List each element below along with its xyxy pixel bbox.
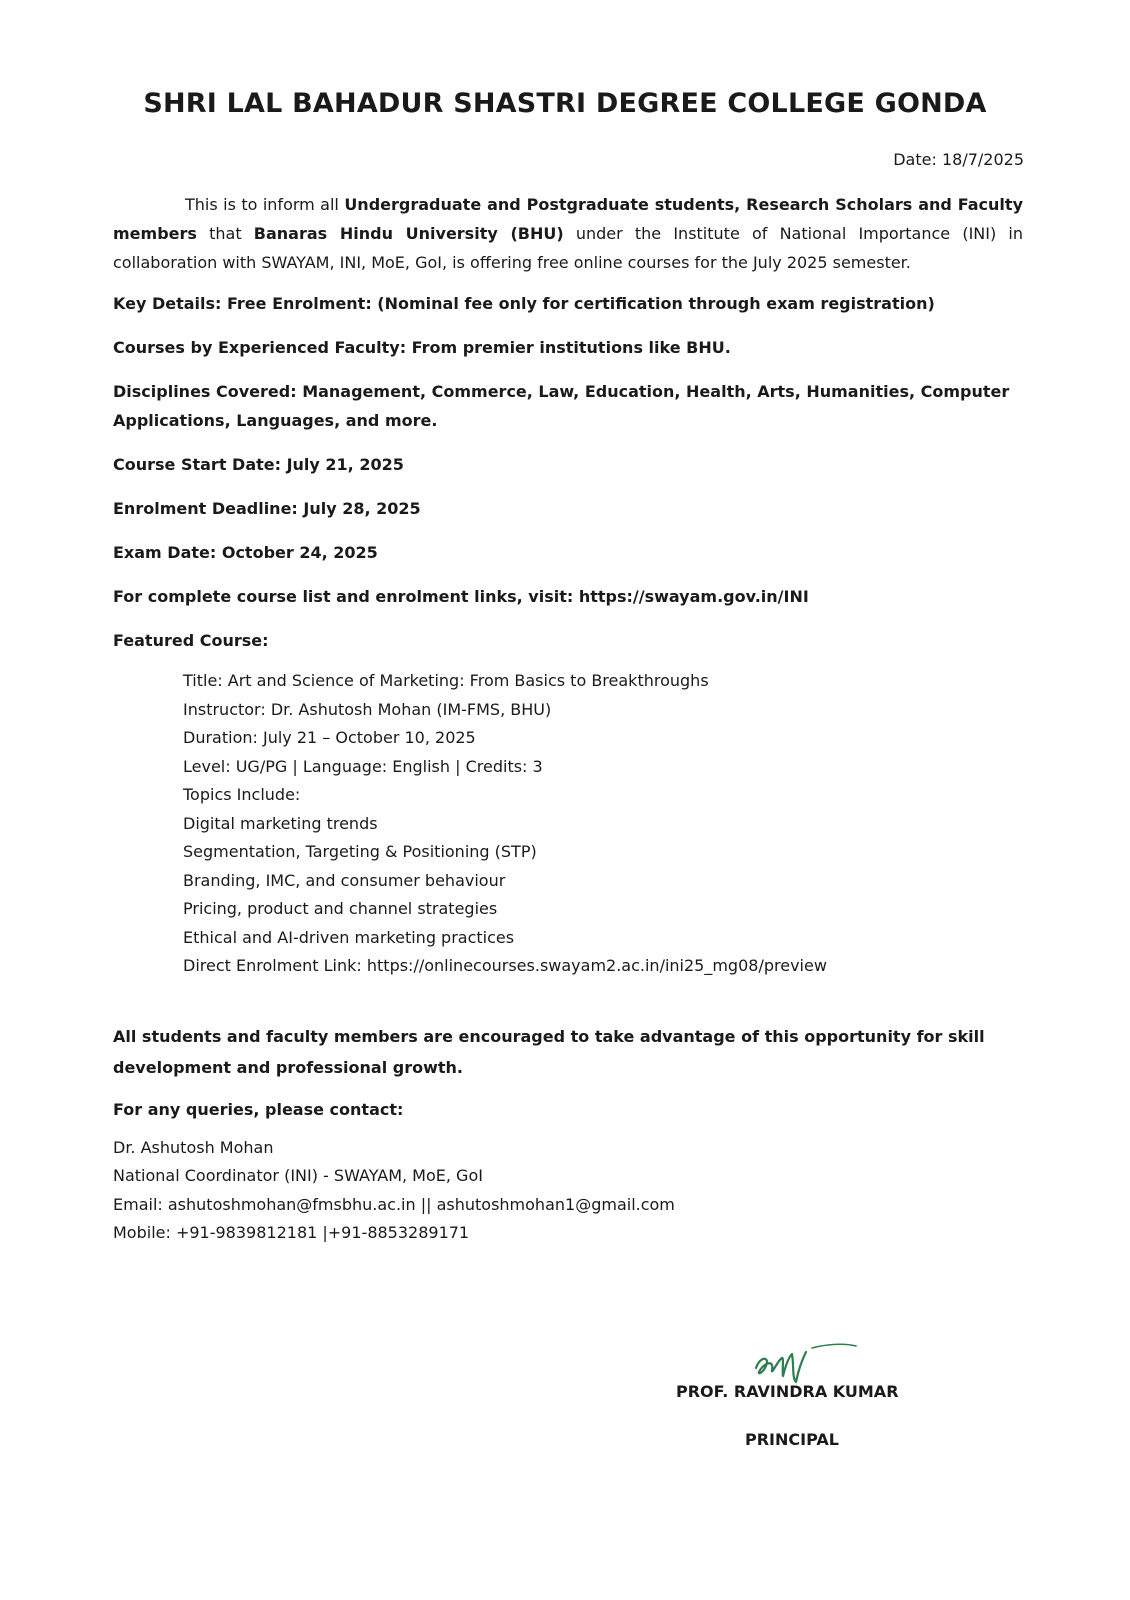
course-instructor: Instructor: Dr. Ashutosh Mohan (IM-FMS, BHU) xyxy=(183,699,552,719)
courses-faculty: Courses by Experienced Faculty: From premier institutions like BHU. xyxy=(113,338,731,357)
featured-course-heading: Featured Course: xyxy=(113,631,269,650)
enrolment-deadline: Enrolment Deadline: July 28, 2025 xyxy=(113,499,421,518)
featured-course-details xyxy=(183,667,1023,981)
principal-signature xyxy=(752,1338,862,1388)
intro-text-3: under the Institute of National Importance (INI) in collaboration with SWAYAM, INI, MoE, GoI, is offering free online courses for the July 2025 semester. xyxy=(113,224,1023,272)
direct-enrolment-link: Direct Enrolment Link: https://onlinecourses.swayam2.ac.in/ini25_mg08/preview xyxy=(183,956,827,975)
course-duration: Duration: July 21 – October 10, 2025 xyxy=(183,728,476,747)
topic-item: Segmentation, Targeting & Positioning (STP) xyxy=(183,842,537,861)
topics-heading: Topics Include: xyxy=(183,785,301,804)
notice-body xyxy=(113,190,1023,1248)
contact-name: Dr. Ashutosh Mohan xyxy=(113,1137,274,1157)
disciplines-covered: Disciplines Covered: Management, Commerce, Law, Education, Health, Arts, Humanities, Computer Applications, Languages, and more. xyxy=(113,382,1010,430)
principal-title: PRINCIPAL xyxy=(745,1430,839,1449)
course-list-link: For complete course list and enrolment links, visit: https://swayam.gov.in/INI xyxy=(113,587,809,606)
intro-paragraph xyxy=(113,190,1023,277)
contact-email: Email: ashutoshmohan@fmsbhu.ac.in || ashutoshmohan1@gmail.com xyxy=(113,1194,675,1214)
topic-item: Pricing, product and channel strategies xyxy=(183,899,498,918)
notice-date: Date: 18/7/2025 xyxy=(893,150,1024,169)
course-start-date: Course Start Date: July 21, 2025 xyxy=(113,455,404,474)
course-level: Level: UG/PG | Language: English | Credits: 3 xyxy=(183,756,543,776)
contact-mobile: Mobile: +91-9839812181 |+91-8853289171 xyxy=(113,1223,470,1242)
intro-text-1: This is to inform all xyxy=(185,195,345,214)
college-title: SHRI LAL BAHADUR SHASTRI DEGREE COLLEGE GONDA xyxy=(143,88,987,119)
course-title: Title: Art and Science of Marketing: From Basics to Breakthroughs xyxy=(183,671,709,690)
intro-university: Banaras Hindu University (BHU) xyxy=(253,224,564,243)
intro-text-2: that xyxy=(196,224,254,243)
principal-name: PROF. RAVINDRA KUMAR xyxy=(676,1382,899,1401)
closing-statement: All students and faculty members are encouraged to take advantage of this opportunity for skill development and professional growth. xyxy=(113,1026,985,1077)
topic-item: Digital marketing trends xyxy=(183,813,378,833)
topic-item: Ethical and AI-driven marketing practices xyxy=(183,927,515,947)
contact-designation: National Coordinator (INI) - SWAYAM, MoE, GoI xyxy=(113,1166,483,1185)
queries-heading: For any queries, please contact: xyxy=(113,1099,404,1119)
topic-item: Branding, IMC, and consumer behaviour xyxy=(183,870,506,890)
key-details: Key Details: Free Enrolment: (Nominal fee only for certification through exam registration) xyxy=(113,294,935,313)
intro-audience: Undergraduate and Postgraduate students, Research Scholars and Faculty members xyxy=(113,195,1023,243)
exam-date: Exam Date: October 24, 2025 xyxy=(113,543,378,562)
contact-block xyxy=(113,1134,1023,1248)
